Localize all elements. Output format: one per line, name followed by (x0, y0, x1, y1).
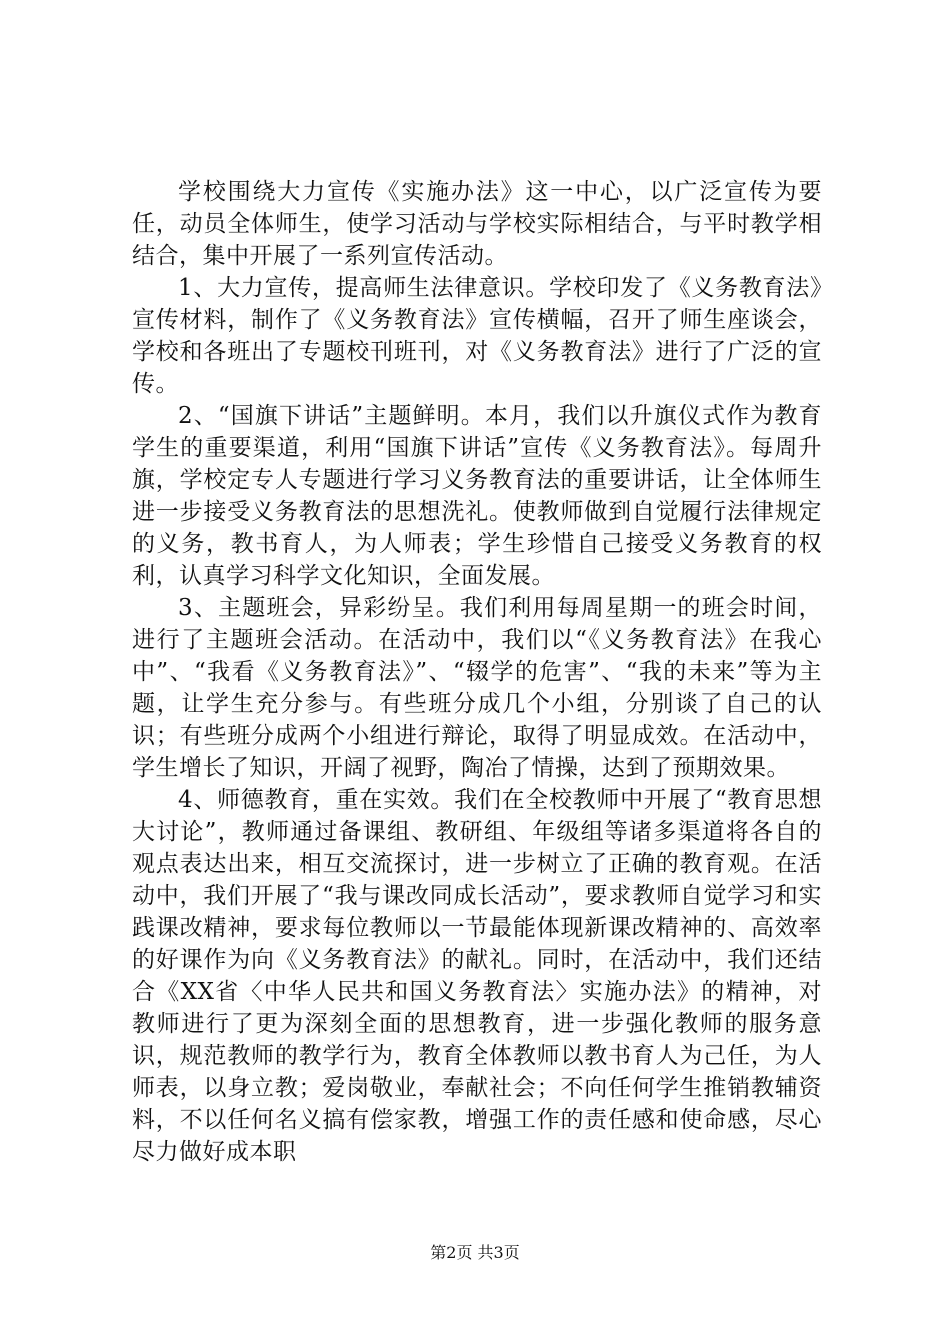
paragraph-item-1: 1、大力宣传，提高师生法律意识。学校印发了《义务教育法》宣传材料，制作了《义务教育法》宣传横幅，召开了师生座谈会，学校和各班出了专题校刊班刊，对《义务教育法》进行了广泛的宣传。 (132, 275, 822, 397)
paragraph-item-3: 3、主题班会，异彩纷呈。我们利用每周星期一的班会时间，进行了主题班会活动。在活动中，我们以“《义务教育法》在我心中”、“我看《义务教育法》”、“辍学的危害”、“我的未来”等为主题，让学生充分参与。有些班分成几个小组，分别谈了自己的认识；有些班分成两个小组进行辩论，取得了明显成效。在活动中，学生增长了知识，开阔了视野，陶冶了情操，达到了预期效果。 (132, 595, 822, 781)
document-body (132, 176, 822, 1168)
paragraph-intro: 学校围绕大力宣传《实施办法》这一中心，以广泛宣传为要任，动员全体师生，使学习活动与学校实际相结合，与平时教学相结合，集中开展了一系列宣传活动。 (132, 179, 822, 269)
paragraph-item-2: 2、“国旗下讲话”主题鲜明。本月，我们以升旗仪式作为教育学生的重要渠道，利用“国旗下讲话”宣传《义务教育法》。每周升旗，学校定专人专题进行学习义务教育法的重要讲话，让全体师生进一步接受义务教育法的思想洗礼。使教师做到自觉履行法律规定的义务，教书育人，为人师表；学生珍惜自己接受义务教育的权利，认真学习科学文化知识，全面发展。 (132, 403, 822, 589)
page-number-footer: 第2页 共3页 (430, 1243, 520, 1262)
paragraph-item-4: 4、师德教育，重在实效。我们在全校教师中开展了“教育思想大讨论”，教师通过备课组、教研组、年级组等诸多渠道将各自的观点表达出来，相互交流探讨，进一步树立了正确的教育观。在活动中，我们开展了“我与课改同成长活动”，要求教师自觉学习和实践课改精神，要求每位教师以一节最能体现新课改精神的、高效率的好课作为向《义务教育法》的献礼。同时，在活动中，我们还结合《XX省〈中华人民共和国义务教育法〉实施办法》的精神，对教师进行了更为深刻全面的思想教育，进一步强化教师的服务意识，规范教师的教学行为，教育全体教师以教书育人为己任，为人师表，以身立教；爱岗敬业，奉献社会；不向任何学生推销教辅资料，不以任何名义搞有偿家教，增强工作的责任感和使命感，尽心尽力做好成本职 (132, 787, 822, 1165)
